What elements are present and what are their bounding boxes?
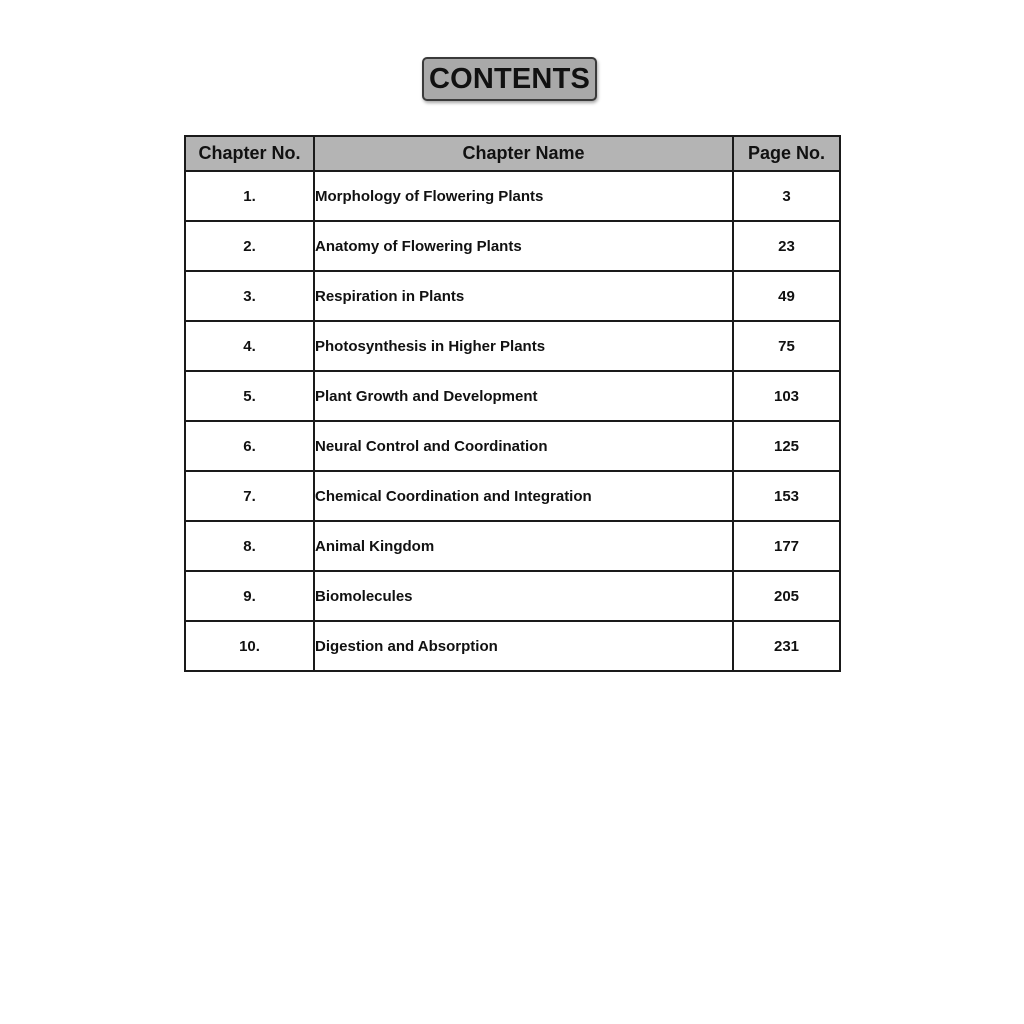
table-row	[185, 521, 840, 571]
header-page-no: Page No.	[733, 136, 840, 171]
table-row	[185, 571, 840, 621]
chapter-number: 3.	[185, 271, 314, 321]
chapter-number: 2.	[185, 221, 314, 271]
table-row	[185, 171, 840, 221]
chapter-page: 23	[733, 221, 840, 271]
chapter-page: 231	[733, 621, 840, 671]
chapter-number: 8.	[185, 521, 314, 571]
table-row	[185, 471, 840, 521]
table-header-row	[185, 136, 840, 171]
table-row	[185, 321, 840, 371]
chapter-name: Chemical Coordination and Integration	[314, 471, 733, 521]
chapter-page: 103	[733, 371, 840, 421]
chapter-name: Neural Control and Coordination	[314, 421, 733, 471]
contents-table	[184, 135, 841, 672]
contents-title-badge	[422, 57, 597, 101]
chapter-page: 205	[733, 571, 840, 621]
chapter-number: 1.	[185, 171, 314, 221]
chapter-name: Morphology of Flowering Plants	[314, 171, 733, 221]
chapter-name: Anatomy of Flowering Plants	[314, 221, 733, 271]
chapter-page: 75	[733, 321, 840, 371]
chapter-name: Biomolecules	[314, 571, 733, 621]
chapter-page: 125	[733, 421, 840, 471]
chapter-page: 153	[733, 471, 840, 521]
chapter-name: Digestion and Absorption	[314, 621, 733, 671]
chapter-number: 4.	[185, 321, 314, 371]
chapter-name: Photosynthesis in Higher Plants	[314, 321, 733, 371]
chapter-name: Plant Growth and Development	[314, 371, 733, 421]
chapter-number: 5.	[185, 371, 314, 421]
chapter-page: 49	[733, 271, 840, 321]
chapter-name: Respiration in Plants	[314, 271, 733, 321]
table-row	[185, 271, 840, 321]
table-row	[185, 421, 840, 471]
chapter-page: 3	[733, 171, 840, 221]
table-row	[185, 371, 840, 421]
chapter-number: 10.	[185, 621, 314, 671]
page-title: CONTENTS	[428, 62, 591, 95]
chapter-number: 7.	[185, 471, 314, 521]
chapter-name: Animal Kingdom	[314, 521, 733, 571]
table-row	[185, 221, 840, 271]
chapter-number: 6.	[185, 421, 314, 471]
header-chapter-no: Chapter No.	[185, 136, 314, 171]
chapter-page: 177	[733, 521, 840, 571]
table-row	[185, 621, 840, 671]
chapter-number: 9.	[185, 571, 314, 621]
header-chapter-name: Chapter Name	[314, 136, 733, 171]
